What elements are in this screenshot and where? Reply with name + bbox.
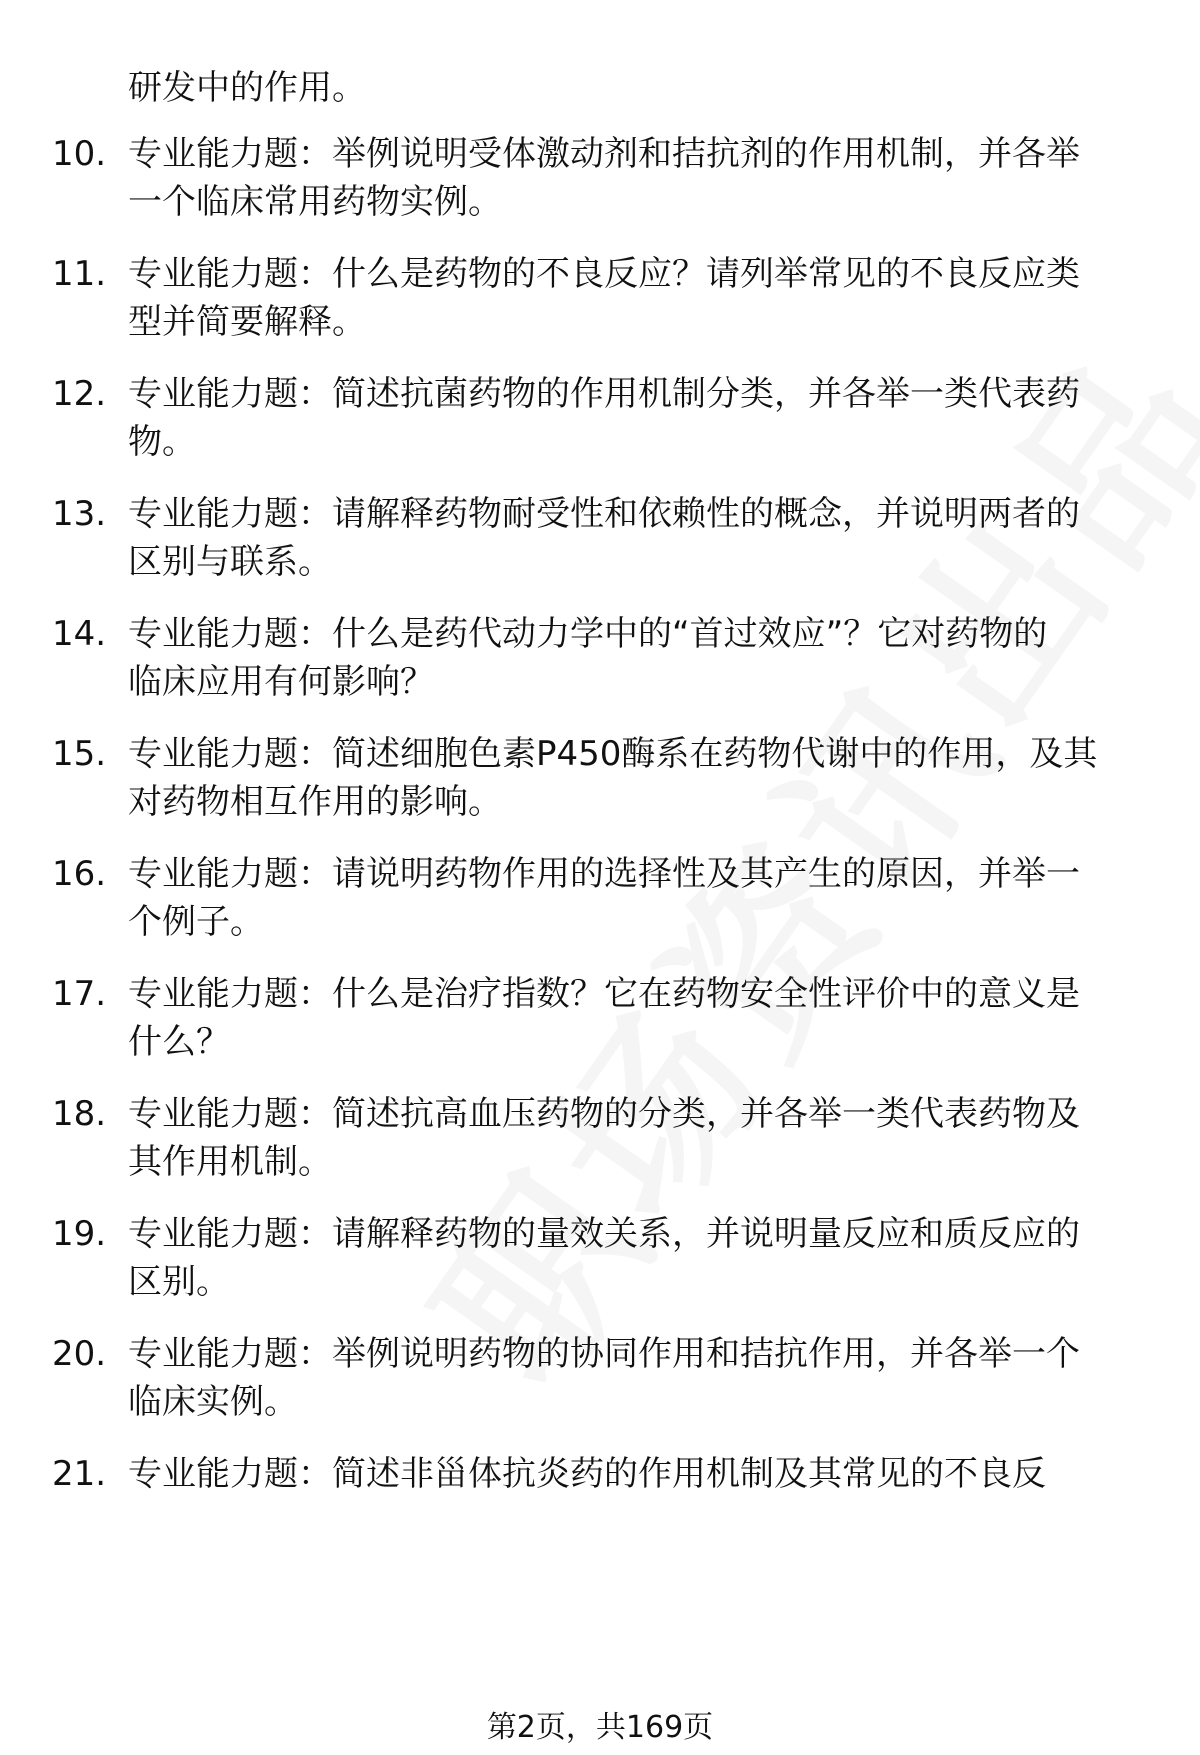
question-text xyxy=(128,1210,1158,1306)
question-text xyxy=(128,1450,1158,1498)
question-line: 专业能力题：请解释药物的量效关系，并说明量反应和质反应的 xyxy=(128,1214,1080,1254)
question-line: 临床实例。 xyxy=(128,1382,298,1422)
question-line: 对药物相互作用的影响。 xyxy=(128,782,502,822)
question-line: 专业能力题：简述非甾体抗炎药的作用机制及其常见的不良反 xyxy=(128,1454,1046,1494)
question-text xyxy=(128,370,1158,466)
question-text xyxy=(128,130,1158,226)
question-line: 专业能力题：举例说明药物的协同作用和拮抗作用，并各举一个 xyxy=(128,1334,1080,1374)
question-line: 专业能力题：什么是药物的不良反应？请列举常见的不良反应类 xyxy=(128,254,1080,294)
question-number: 13. xyxy=(52,494,107,534)
question-line: 专业能力题：请说明药物作用的选择性及其产生的原因，并举一 xyxy=(128,854,1080,894)
question-line: 专业能力题：什么是治疗指数？它在药物安全性评价中的意义是 xyxy=(128,974,1080,1014)
question-number: 19. xyxy=(52,1214,107,1254)
question-line: 专业能力题：简述抗菌药物的作用机制分类，并各举一类代表药 xyxy=(128,374,1080,414)
continuation-text: 研发中的作用。 xyxy=(128,68,366,108)
question-text xyxy=(128,1330,1158,1426)
question-line: 什么？ xyxy=(128,1022,230,1062)
question-line: 专业能力题：举例说明受体激动剂和拮抗剂的作用机制，并各举 xyxy=(128,134,1080,174)
question-number: 16. xyxy=(52,854,107,894)
question-text xyxy=(128,850,1158,946)
question-number: 17. xyxy=(52,974,107,1014)
question-line: 区别与联系。 xyxy=(128,542,332,582)
question-line: 专业能力题：什么是药代动力学中的“首过效应”？它对药物的 xyxy=(128,614,1048,654)
question-line: 一个临床常用药物实例。 xyxy=(128,182,502,222)
question-line: 区别。 xyxy=(128,1262,230,1302)
question-number: 18. xyxy=(52,1094,107,1134)
question-line: 个例子。 xyxy=(128,902,264,942)
question-line: 临床应用有何影响？ xyxy=(128,662,434,702)
question-text xyxy=(128,610,1158,706)
question-line: 专业能力题：简述抗高血压药物的分类，并各举一类代表药物及 xyxy=(128,1094,1080,1134)
question-number: 12. xyxy=(52,374,107,414)
question-number: 14. xyxy=(52,614,107,654)
question-text xyxy=(128,970,1158,1066)
question-line: 专业能力题：请解释药物耐受性和依赖性的概念，并说明两者的 xyxy=(128,494,1080,534)
question-line: 专业能力题：简述细胞色素P450酶系在药物代谢中的作用，及其 xyxy=(128,734,1098,774)
question-text xyxy=(128,730,1158,826)
question-text xyxy=(128,490,1158,586)
question-number: 21. xyxy=(52,1454,107,1494)
question-line: 型并简要解释。 xyxy=(128,302,366,342)
question-line: 物。 xyxy=(128,422,196,462)
question-number: 20. xyxy=(52,1334,107,1374)
page-footer: 第2页，共169页 xyxy=(486,1710,714,1745)
question-number: 11. xyxy=(52,254,107,294)
question-number: 15. xyxy=(52,734,107,774)
question-line: 其作用机制。 xyxy=(128,1142,332,1182)
question-number: 10. xyxy=(52,134,107,174)
question-text xyxy=(128,250,1158,346)
question-text xyxy=(128,1090,1158,1186)
